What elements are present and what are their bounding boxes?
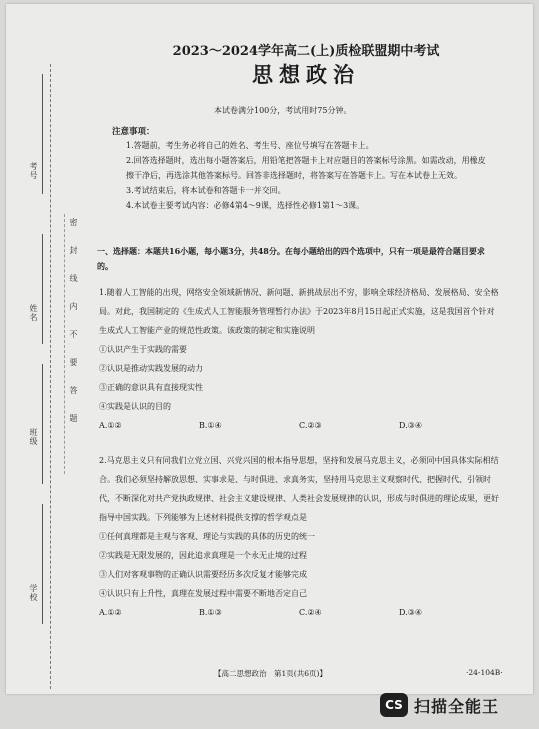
- exam-subject: 思想政治: [252, 63, 360, 87]
- xuexiao-label: 学校: [29, 584, 38, 602]
- option-item: ④实践是认识的目的: [99, 402, 171, 411]
- notice-item: 4.本试卷主要考试内容：必修4第4～9课，选择性必修1第1～3课。: [126, 201, 365, 210]
- banji-field[interactable]: [42, 364, 43, 484]
- option-item: ①任何真理都是主观与客观、理论与实践的具体的历史的统一: [99, 532, 315, 541]
- banji-label: 班级: [29, 428, 38, 446]
- option-item: ④认识只有上升性，真理在发展过程中需要不断地否定自己: [99, 589, 307, 598]
- paper-code: ·24-104B·: [466, 668, 503, 677]
- xuexiao-field[interactable]: [42, 504, 43, 624]
- camscanner-logo-icon: CS: [380, 693, 408, 717]
- choice-b[interactable]: B.①④: [199, 421, 222, 430]
- option-item: ③正确的意识具有直接现实性: [99, 383, 203, 392]
- page-footer: 【高二思想政治 第1页(共6页)】: [214, 669, 327, 678]
- xingming-field[interactable]: [42, 234, 43, 344]
- choice-b[interactable]: B.①③: [199, 608, 222, 617]
- question-2: [99, 451, 501, 622]
- kaohao-label: 考号: [29, 162, 38, 180]
- exam-title: 2023～2024学年高二(上)质检联盟期中考试: [172, 44, 440, 59]
- option-item: ③人们对客观事物的正确认识需要经历多次反复才能够完成: [99, 570, 307, 579]
- xingming-label: 姓名: [29, 304, 38, 322]
- question-stem: 1.随着人工智能的出现，网络安全领域新情况、新问题、新挑战层出不穷，影响全球经济格局、发展格局、安全格局。对此，我国制定的《生成式人工智能服务管理暂行办法》于2023年8月15日起正式实施，这是我国首个针对生成式人工智能产业的规范性政策。该政策的制定和实施说明: [99, 288, 499, 335]
- notice-list: [126, 138, 486, 213]
- choice-c[interactable]: C.②③: [299, 421, 322, 430]
- seal-line: [50, 64, 51, 689]
- section-heading: 一、选择题：本题共16小题，每小题3分，共48分。在每小题给出的四个选项中，只有一项是最符合题目要求的。: [97, 246, 485, 271]
- watermark-text: 扫描全能王: [414, 696, 500, 716]
- question-1: [99, 283, 501, 435]
- seal-warning: 密封线内不要答题: [69, 218, 78, 442]
- choice-a[interactable]: A.①②: [99, 608, 122, 617]
- option-item: ②实践是无限发展的，因此追求真理是一个永无止境的过程: [99, 551, 307, 560]
- choice-c[interactable]: C.②④: [299, 608, 322, 617]
- seal-line-inner: [64, 214, 65, 474]
- answer-choices: [99, 416, 501, 435]
- notice-item: 3.考试结束后，将本试卷和答题卡一并交回。: [126, 186, 286, 195]
- exam-paper: [6, 4, 533, 694]
- notice-item: 2.回答选择题时，选出每小题答案后，用铅笔把答题卡上对应题目的答案标号涂黑。如需改动，用橡皮擦干净后，再选涂其他答案标号。回答非选择题时，将答案写在答题卡上。写在本试卷上无效。: [126, 156, 486, 180]
- choice-a[interactable]: A.①②: [99, 421, 122, 430]
- answer-choices: [99, 603, 501, 622]
- notice-heading: 注意事项：: [112, 127, 155, 137]
- option-item: ②认识是推动实践发展的动力: [99, 364, 203, 373]
- choice-d[interactable]: D.③④: [399, 608, 423, 617]
- kaohao-field[interactable]: [42, 74, 43, 194]
- choice-d[interactable]: D.③④: [399, 421, 423, 430]
- exam-meta: 本试卷满分100分，考试用时75分钟。: [214, 106, 352, 115]
- scanner-watermark: [380, 690, 499, 720]
- question-stem: 2.马克思主义只有同我们立党立国、兴党兴国的根本指导思想，坚持和发展马克思主义，必须同中国具体实际相结合。我们必须坚持解放思想、实事求是、与时俱进、求真务实，坚持用马克思主义观察时代、把握时代、引领时代，不断深化对共产党执政规律、社会主义建设规律、人类社会发展规律的认识，形成与时俱进的理论成果，更好指导中国实践。下列能够为上述材料提供支撑的哲学观点是: [99, 456, 499, 522]
- option-item: ①认识产生于实践的需要: [99, 345, 187, 354]
- notice-item: 1.答题前，考生务必将自己的姓名、考生号、座位号填写在答题卡上。: [126, 141, 374, 150]
